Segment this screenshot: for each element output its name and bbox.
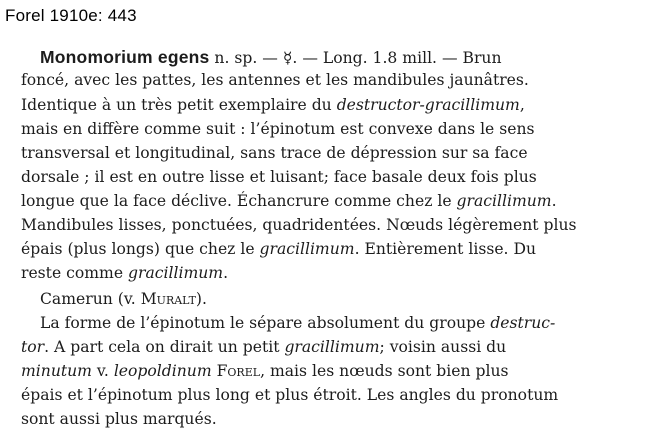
description-line-9-end: . Entièrement lisse. Du — [354, 240, 537, 258]
remarks-line-3 — [21, 360, 509, 382]
description-line-10 — [21, 262, 228, 284]
description-line-9-text: épais (plus longs) que chez le — [21, 240, 260, 258]
description-line-3 — [21, 94, 525, 116]
taxon-reference: destruc- — [490, 314, 556, 332]
taxon-reference: gracillimum — [284, 338, 380, 356]
taxon-name: Monomorium egens — [40, 47, 210, 67]
description-line-7-text: longue que la face déclive. Échancrure comme chez le — [21, 192, 457, 210]
taxon-reference: destructor-gracillimum — [336, 96, 520, 114]
description-line-5: transversal et longitudinal, sans trace de dépression sur sa face — [21, 144, 528, 162]
taxon-reference: gracillimum — [259, 240, 355, 258]
locality-text: Camerun (v. — [40, 290, 141, 308]
remarks-line-1 — [40, 312, 555, 334]
taxon-reference: tor — [21, 338, 45, 356]
taxon-reference: gracillimum — [128, 264, 224, 282]
description-line-1-text: n. sp. — ☿. — Long. 1.8 mill. — Brun — [209, 49, 502, 67]
punctuation: . — [223, 264, 229, 282]
remarks-line-1-text: La forme de l’épinotum le sépare absolument du groupe — [40, 314, 491, 332]
remarks-line-3-text: v. — [91, 362, 114, 380]
author-name: Forel — [216, 362, 261, 380]
remarks-line-3-end: , mais les nœuds sont bien plus — [260, 362, 509, 380]
collector-name: Muralt — [140, 290, 196, 308]
punctuation: ). — [195, 290, 207, 308]
punctuation: , — [519, 96, 525, 114]
description-line-4: mais en diffère comme suit : l’épinotum est convexe dans le sens — [21, 120, 535, 138]
description-line-3-text: Identique à un très petit exemplaire du — [21, 96, 337, 114]
description-line-8: Mandibules lisses, ponctuées, quadridentées. Nœuds légèrement plus — [21, 216, 577, 234]
remarks-line-4: épais et l’épinotum plus long et plus étroit. Les angles du pronotum — [21, 386, 559, 404]
description-line-2: foncé, avec les pattes, les antennes et les mandibules jaunâtres. — [21, 71, 529, 89]
remarks-line-2-end: ; voisin aussi du — [379, 338, 507, 356]
description-line-7 — [21, 190, 557, 212]
locality-line — [40, 288, 207, 310]
description-line-10-text: reste comme — [21, 264, 129, 282]
description-line-1 — [40, 46, 502, 68]
remarks-line-2 — [21, 336, 506, 358]
source-label: Forel 1910e: 443 — [5, 6, 137, 25]
taxon-reference: gracillimum — [456, 192, 552, 210]
remarks-line-5: sont aussi plus marqués. — [21, 410, 217, 428]
description-line-9 — [21, 238, 536, 260]
taxon-reference: leopoldinum — [113, 362, 212, 380]
remarks-line-2-text: . A part cela on dirait un petit — [44, 338, 285, 356]
taxon-reference: minutum — [21, 362, 92, 380]
punctuation: . — [551, 192, 557, 210]
description-line-6: dorsale ; il est en outre lisse et luisant; face basale deux fois plus — [21, 168, 537, 186]
